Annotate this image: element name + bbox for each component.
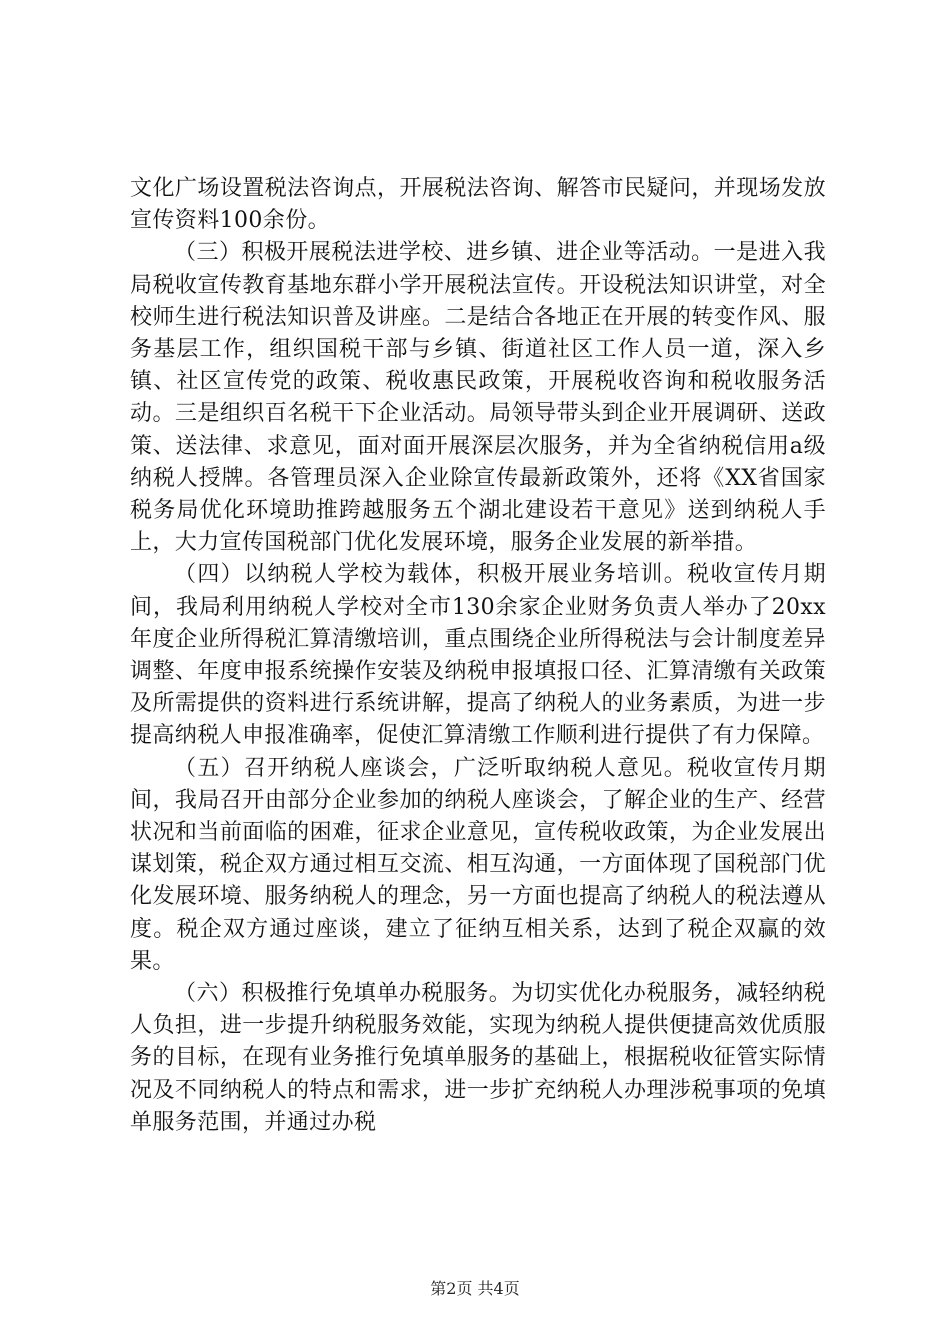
paragraph-3: （四）以纳税人学校为载体，积极开展业务培训。税收宣传月期间，我局利用纳税人学校对全市130余家企业财务负责人举办了20xx年度企业所得税汇算清缴培训，重点围绕企业所得税法与会计制度差异调整、年度申报系统操作安装及纳税申报填报口径、汇算清缴有关政策及所需提供的资料进行系统讲解，提高了纳税人的业务素质，为进一步提高纳税人申报准确率，促使汇算清缴工作顺利进行提供了有力保障。	[130, 562, 826, 749]
paragraph-4: （五）召开纳税人座谈会，广泛听取纳税人意见。税收宣传月期间，我局召开由部分企业参加的纳税人座谈会，了解企业的生产、经营状况和当前面临的困难，征求企业意见，宣传税收政策，为企业发展出谋划策，税企双方通过相互交流、相互沟通，一方面体现了国税部门优化发展环境、服务纳税人的理念，另一方面也提高了纳税人的税法遵从度。税企双方通过座谈，建立了征纳互相关系，达到了税企双赢的效果。	[130, 755, 826, 974]
page-footer: 第2页 共4页	[430, 1279, 520, 1298]
paragraph-5: （六）积极推行免填单办税服务。为切实优化办税服务，减轻纳税人负担，进一步提升纳税服务效能，实现为纳税人提供便捷高效优质服务的目标，在现有业务推行免填单服务的基础上，根据税收征管实际情况及不同纳税人的特点和需求，进一步扩充纳税人办理涉税事项的免填单服务范围，并通过办税	[130, 981, 826, 1135]
paragraph-2: （三）积极开展税法进学校、进乡镇、进企业等活动。一是进入我局税收宣传教育基地东群小学开展税法宣传。开设税法知识讲堂，对全校师生进行税法知识普及讲座。二是结合各地正在开展的转变作风、服务基层工作，组织国税干部与乡镇、街道社区工作人员一道，深入乡镇、社区宣传党的政策、税收惠民政策，开展税收咨询和税收服务活动。三是组织百名税干下企业活动。局领导带头到企业开展调研、送政策、送法律、求意见，面对面开展深层次服务，并为全省纳税信用a级纳税人授牌。各管理员深入企业除宣传最新政策外，还将《XX省国家税务局优化环境助推跨越服务五个湖北建设若干意见》送到纳税人手上，大力宣传国税部门优化发展环境，服务企业发展的新举措。	[130, 240, 826, 556]
document-body	[130, 173, 826, 1139]
paragraph-1: 文化广场设置税法咨询点，开展税法咨询、解答市民疑问，并现场发放宣传资料100余份。	[130, 176, 826, 234]
